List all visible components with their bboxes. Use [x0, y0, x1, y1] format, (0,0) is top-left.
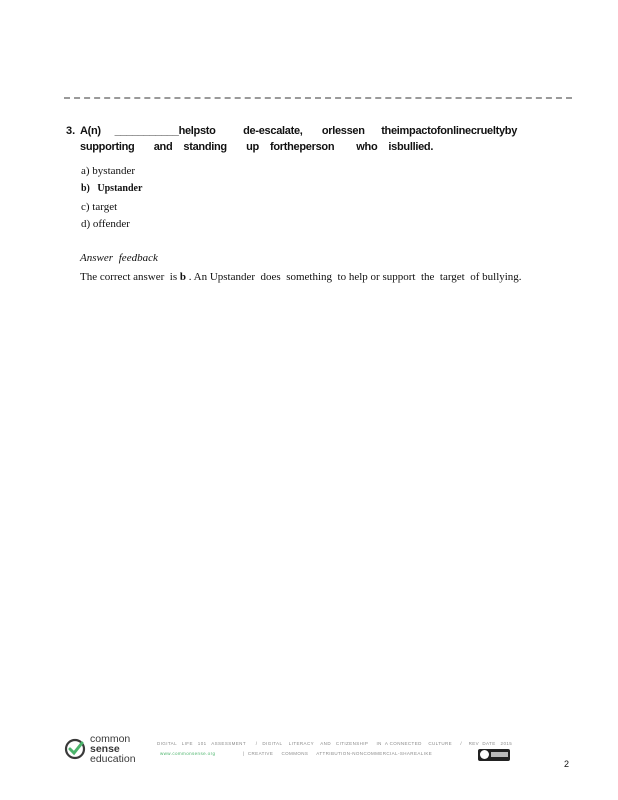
option-a: a) bystander [81, 165, 136, 177]
feedback-text-after: . An Upstander does something to help or support the target of bullying. [186, 271, 522, 283]
feedback-answer: b [179, 271, 186, 283]
creative-commons-badge-icon [478, 749, 510, 761]
footer-license-text: | CREATIVE COMMONS ATTRIBUTION-NONCOMMERCIAL-SHAREALIKE [243, 751, 433, 756]
check-circle-icon [64, 738, 86, 760]
logo-word-sense: sense [90, 743, 120, 755]
feedback-title: Answer feedback [80, 252, 158, 264]
feedback-text [80, 271, 522, 283]
option-c: c) target [81, 201, 118, 213]
footer-course-info: DIGITAL LIFE 101 ASSESSMENT / DIGITAL LITERACY AND CITIZENSHIP IN A CONNECTED CULTURE / REV DATE 2015 [157, 741, 513, 746]
common-sense-logo [64, 734, 144, 770]
question-text-line1: A(n) ___________helpsto de-escalate, orlessen theimpactofonlinecrueltyby [80, 125, 518, 137]
option-d: d) offender [81, 218, 130, 230]
footer-website-link[interactable]: www.commonsense.org [160, 751, 216, 756]
page-number: 2 [564, 759, 570, 769]
section-divider [64, 97, 572, 99]
logo-word-education: education [90, 753, 136, 765]
feedback-text-before: The correct answer is [80, 271, 180, 283]
question-number: 3. [66, 125, 76, 137]
question-text-line2: supporting and standing up fortheperson who isbullied. [80, 141, 434, 153]
logo-wordmark [90, 734, 136, 764]
logo-word-common: common [90, 733, 131, 745]
option-b: b) Upstander [81, 183, 143, 194]
